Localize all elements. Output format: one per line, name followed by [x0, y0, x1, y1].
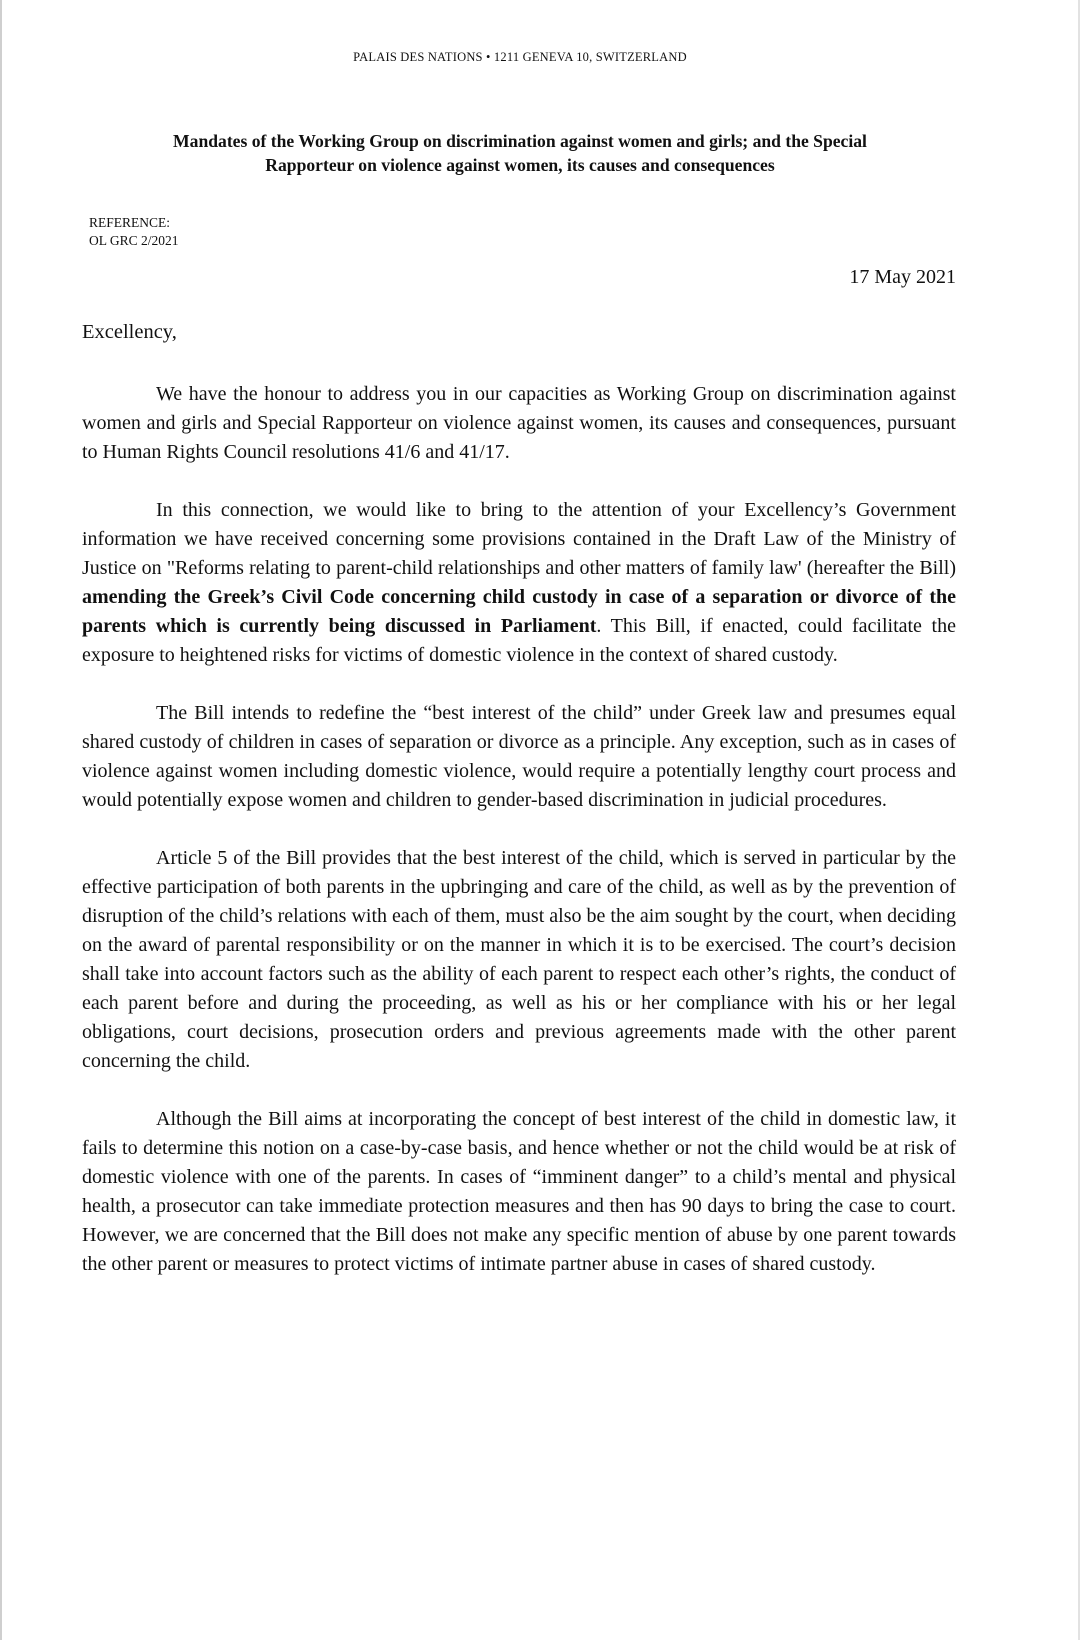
reference-code: OL GRC 2/2021	[89, 233, 179, 248]
document-title	[90, 129, 950, 177]
page-left-edge	[0, 0, 2, 1640]
letterhead-address: PALAIS DES NATIONS • 1211 GENEVA 10, SWITZERLAND	[353, 50, 687, 64]
title-line-2: Rapporteur on violence against women, its causes and consequences	[265, 155, 775, 175]
paragraph-2	[82, 496, 956, 670]
salutation: Excellency,	[82, 321, 177, 343]
paragraph-2-start: In this connection, we would like to bring to the attention of your Excellency’s Government information we have received concerning some provisions contained in the Draft Law of the Ministry of Justice on "Reforms relating to parent-child relationships and other matters of family law' (hereafter the Bill)	[82, 499, 956, 579]
paragraph-4: Article 5 of the Bill provides that the best interest of the child, which is served in particular by the effective participation of both parents in the upbringing and care of the child, as well as by the prevention of disruption of the child’s relations with each of them, must also be the aim sought by the court, when deciding on the award of parental responsibility or on the manner in which it is to be exercised. The court’s decision shall take into account factors such as the ability of each parent to respect each other’s rights, the conduct of each parent before and during the proceeding, as well as his or her compliance with his or her legal obligations, court decisions, prosecution orders and previous agreements made with the other parent concerning the child.	[82, 847, 956, 1072]
letter-date: 17 May 2021	[849, 266, 956, 288]
title-line-1: Mandates of the Working Group on discrimination against women and girls; and the Special	[173, 131, 867, 151]
paragraph-2-bold: amending the Greek’s Civil Code concerning child custody in case of a separation or divorce of the parents which is currently being discussed in Parliament	[82, 586, 956, 637]
paragraph-5: Although the Bill aims at incorporating the concept of best interest of the child in domestic law, it fails to determine this notion on a case-by-case basis, and hence whether or not the child would be at risk of domestic violence with one of the parents. In cases of “imminent danger” to a child’s mental and physical health, a prosecutor can take immediate protection measures and then has 90 days to bring the case to court. However, we are concerned that the Bill does not make any specific mention of abuse by one parent towards the other parent or measures to protect victims of intimate partner abuse in cases of shared custody.	[82, 1108, 956, 1275]
reference-block	[89, 214, 179, 250]
paragraph-3: The Bill intends to redefine the “best interest of the child” under Greek law and presumes equal shared custody of children in cases of separation or divorce as a principle. Any exception, such as in cases of violence against women including domestic violence, would require a potentially lengthy court process and would potentially expose women and children to gender-based discrimination in judicial procedures.	[82, 702, 956, 811]
letter-body	[82, 380, 956, 1279]
paragraph-1: We have the honour to address you in our capacities as Working Group on discrimination against women and girls and Special Rapporteur on violence against women, its causes and consequences, pursuant to Human Rights Council resolutions 41/6 and 41/17.	[82, 383, 956, 463]
paragraph-2-end: . This Bill, if enacted, could facilitate the exposure to heightened risks for victims of domestic violence in the context of shared custody.	[82, 615, 956, 666]
reference-label: REFERENCE:	[89, 215, 171, 230]
